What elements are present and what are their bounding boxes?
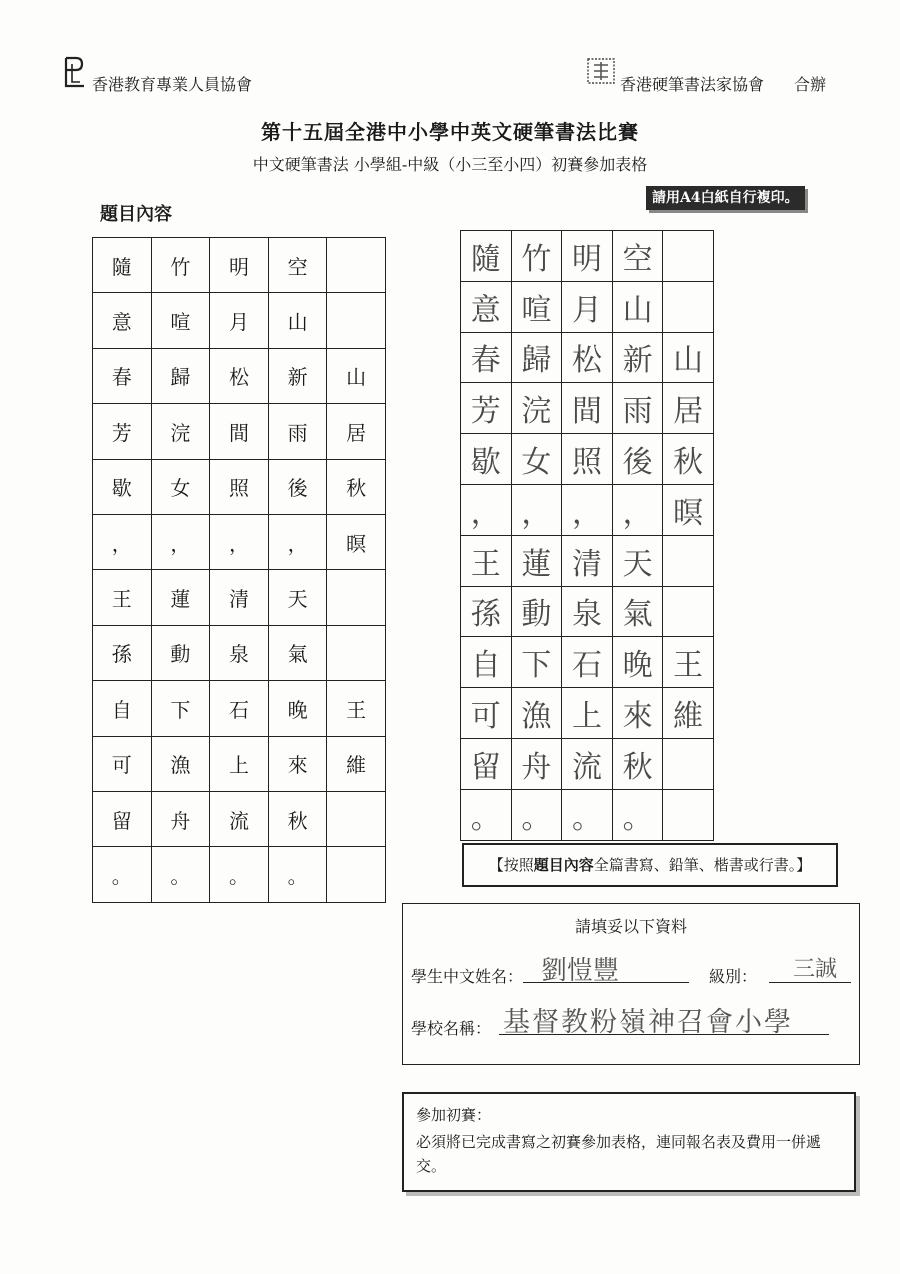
handwritten-cell: 。 <box>511 789 562 840</box>
handwritten-cell: ， <box>562 484 613 535</box>
grid-cell: 蓮 <box>151 570 210 625</box>
grid-cell: 隨 <box>93 238 152 293</box>
handwritten-cell: 喧 <box>511 281 562 332</box>
grid-cell: 空 <box>268 238 327 293</box>
grid-cell: 居 <box>327 404 386 459</box>
grid-cell: ， <box>210 514 269 569</box>
handwritten-cell: 石 <box>562 637 613 688</box>
grid-cell: 自 <box>93 681 152 736</box>
handwritten-cell: 山 <box>612 281 663 332</box>
handwritten-cell: 自 <box>461 637 512 688</box>
grid-cell: 可 <box>93 736 152 791</box>
grid-row <box>461 738 714 789</box>
handwritten-cell: 居 <box>663 383 714 434</box>
grid-cell: 後 <box>268 459 327 514</box>
grid-cell: 山 <box>268 293 327 348</box>
grid-cell: 。 <box>93 847 152 902</box>
grid-cell: 舟 <box>151 791 210 846</box>
grid-cell: 。 <box>151 847 210 902</box>
organizer-left: 香港教育專業人員協會 <box>92 75 253 94</box>
handwritten-cell: 來 <box>612 688 663 739</box>
handwritten-cell <box>663 586 714 637</box>
grid-cell: 月 <box>210 293 269 348</box>
handwritten-cell: 暝 <box>663 484 714 535</box>
grid-cell: 石 <box>210 681 269 736</box>
grid-cell <box>327 791 386 846</box>
instruction-rest: 全篇書寫、鉛筆、楷書或行書。】 <box>593 856 812 874</box>
grid-cell: 松 <box>210 348 269 403</box>
grid-row <box>93 404 386 459</box>
handwritten-cell: 泉 <box>562 586 613 637</box>
handwritten-cell: 清 <box>562 535 613 586</box>
handwritten-cell: 晚 <box>612 637 663 688</box>
handwritten-cell: 秋 <box>612 738 663 789</box>
grid-cell <box>327 293 386 348</box>
grid-row <box>461 434 714 485</box>
grid-row <box>461 484 714 535</box>
handwritten-cell: 間 <box>562 383 613 434</box>
grid-cell: 動 <box>151 625 210 680</box>
handwriting-grid <box>460 230 714 841</box>
grid-cell <box>327 625 386 680</box>
grid-row <box>93 514 386 569</box>
association-logo-icon <box>62 56 88 90</box>
grid-cell: 下 <box>151 681 210 736</box>
grid-cell: 天 <box>268 570 327 625</box>
grid-cell <box>327 847 386 902</box>
grid-cell: 山 <box>327 348 386 403</box>
entry-body: 必須將已完成書寫之初賽參加表格，連同報名表及費用一併遞交。 <box>416 1133 822 1175</box>
handwritten-cell: 意 <box>461 281 512 332</box>
grid-cell: 雨 <box>268 404 327 459</box>
reference-label: 題目內容 <box>100 204 172 225</box>
school-field[interactable] <box>499 1006 829 1038</box>
reference-text-grid <box>92 237 386 903</box>
name-value: 劉愷豐 <box>541 956 620 986</box>
grid-cell: ， <box>268 514 327 569</box>
grid-cell: 女 <box>151 459 210 514</box>
handwritten-cell <box>663 231 714 282</box>
handwritten-cell: 芳 <box>461 383 512 434</box>
grid-row <box>461 332 714 383</box>
grid-cell <box>327 238 386 293</box>
grid-cell: 暝 <box>327 514 386 569</box>
school-value: 基督教粉嶺神召會小學 <box>503 1007 793 1038</box>
handwritten-cell: 舟 <box>511 738 562 789</box>
page-subtitle: 中文硬筆書法 小學組-中級（小三至小四）初賽參加表格 <box>252 155 648 174</box>
grid-cell: ， <box>93 514 152 569</box>
handwritten-cell: 春 <box>461 332 512 383</box>
name-field[interactable] <box>523 954 689 986</box>
grid-cell: 間 <box>210 404 269 459</box>
handwritten-cell: 動 <box>511 586 562 637</box>
grid-row <box>461 535 714 586</box>
handwritten-cell: 王 <box>461 535 512 586</box>
grid-cell: 王 <box>93 570 152 625</box>
student-info-box <box>402 903 860 1065</box>
handwritten-cell: 可 <box>461 688 512 739</box>
grid-cell <box>327 570 386 625</box>
handwritten-cell: 女 <box>511 434 562 485</box>
handwritten-cell: 後 <box>612 434 663 485</box>
handwritten-cell: ， <box>612 484 663 535</box>
grid-row <box>461 231 714 282</box>
handwritten-cell: 維 <box>663 688 714 739</box>
grid-cell: 秋 <box>327 459 386 514</box>
handwritten-cell: 山 <box>663 332 714 383</box>
grid-cell: 漁 <box>151 736 210 791</box>
handwritten-cell: 雨 <box>612 383 663 434</box>
entry-note-box <box>402 1092 856 1192</box>
handwritten-cell: 浣 <box>511 383 562 434</box>
grid-row <box>461 637 714 688</box>
grid-cell: 芳 <box>93 404 152 459</box>
grid-cell: 春 <box>93 348 152 403</box>
grid-cell: 上 <box>210 736 269 791</box>
co-organize-label: 合辦 <box>794 75 827 94</box>
entry-title: 參加初賽： <box>416 1106 492 1124</box>
handwritten-cell: 下 <box>511 637 562 688</box>
grid-row <box>93 681 386 736</box>
calligraphy-seal-icon <box>585 56 617 86</box>
handwritten-cell: 。 <box>562 789 613 840</box>
handwritten-cell: ， <box>461 484 512 535</box>
grid-cell: 歸 <box>151 348 210 403</box>
class-label: 級別： <box>709 967 758 986</box>
grid-row <box>93 570 386 625</box>
handwritten-cell: 流 <box>562 738 613 789</box>
grid-cell: 新 <box>268 348 327 403</box>
grid-cell: 泉 <box>210 625 269 680</box>
handwritten-cell: 松 <box>562 332 613 383</box>
handwritten-cell <box>663 738 714 789</box>
grid-row <box>93 293 386 348</box>
grid-cell: 氣 <box>268 625 327 680</box>
handwritten-cell: 王 <box>663 637 714 688</box>
grid-row <box>461 789 714 840</box>
grid-row <box>93 625 386 680</box>
grid-cell: 流 <box>210 791 269 846</box>
class-value: 三誠 <box>793 957 838 982</box>
grid-cell: 竹 <box>151 238 210 293</box>
grid-row <box>93 348 386 403</box>
grid-row <box>93 847 386 902</box>
handwritten-cell: 漁 <box>511 688 562 739</box>
grid-cell: 清 <box>210 570 269 625</box>
grid-cell: 喧 <box>151 293 210 348</box>
organizer-right: 香港硬筆書法家協會 <box>620 75 765 94</box>
page-title: 第十五屆全港中小學中英文硬筆書法比賽 <box>261 120 639 144</box>
grid-cell: 歇 <box>93 459 152 514</box>
handwritten-cell: 竹 <box>511 231 562 282</box>
handwritten-cell: ， <box>511 484 562 535</box>
grid-cell: 來 <box>268 736 327 791</box>
handwritten-cell: 蓮 <box>511 535 562 586</box>
grid-cell: 浣 <box>151 404 210 459</box>
handwritten-cell: 。 <box>612 789 663 840</box>
instruction-bold: 題目內容 <box>533 856 594 874</box>
info-heading: 請填妥以下資料 <box>574 917 687 936</box>
grid-cell: 意 <box>93 293 152 348</box>
instruction-open: 【按照 <box>488 856 534 874</box>
handwritten-cell: 歇 <box>461 434 512 485</box>
grid-cell: 晚 <box>268 681 327 736</box>
grid-cell: 留 <box>93 791 152 846</box>
handwritten-cell <box>663 535 714 586</box>
handwritten-cell <box>663 789 714 840</box>
grid-cell: 。 <box>210 847 269 902</box>
name-label: 學生中文姓名： <box>411 967 524 986</box>
handwritten-cell: 留 <box>461 738 512 789</box>
handwritten-cell: 。 <box>461 789 512 840</box>
handwritten-cell: 秋 <box>663 434 714 485</box>
handwritten-cell: 月 <box>562 281 613 332</box>
grid-cell: 維 <box>327 736 386 791</box>
class-field[interactable] <box>769 954 851 983</box>
grid-cell: 秋 <box>268 791 327 846</box>
handwritten-cell: 氣 <box>612 586 663 637</box>
writing-instruction <box>462 843 838 887</box>
grid-cell: 照 <box>210 459 269 514</box>
handwritten-cell: 歸 <box>511 332 562 383</box>
grid-row <box>461 586 714 637</box>
handwritten-cell: 照 <box>562 434 613 485</box>
handwritten-cell: 明 <box>562 231 613 282</box>
handwritten-cell: 新 <box>612 332 663 383</box>
grid-cell: 孫 <box>93 625 152 680</box>
school-label: 學校名稱： <box>411 1019 492 1038</box>
handwritten-cell: 天 <box>612 535 663 586</box>
grid-row <box>93 238 386 293</box>
grid-cell: 明 <box>210 238 269 293</box>
photocopy-notice-badge: 請用A4白紙自行複印。 <box>646 186 805 210</box>
grid-row <box>93 791 386 846</box>
grid-row <box>461 383 714 434</box>
grid-row <box>93 459 386 514</box>
handwritten-cell: 隨 <box>461 231 512 282</box>
handwritten-cell: 空 <box>612 231 663 282</box>
grid-cell: 。 <box>268 847 327 902</box>
grid-row <box>93 736 386 791</box>
handwritten-cell <box>663 281 714 332</box>
grid-row <box>461 281 714 332</box>
handwritten-cell: 孫 <box>461 586 512 637</box>
grid-cell: ， <box>151 514 210 569</box>
handwritten-cell: 上 <box>562 688 613 739</box>
grid-row <box>461 688 714 739</box>
grid-cell: 王 <box>327 681 386 736</box>
